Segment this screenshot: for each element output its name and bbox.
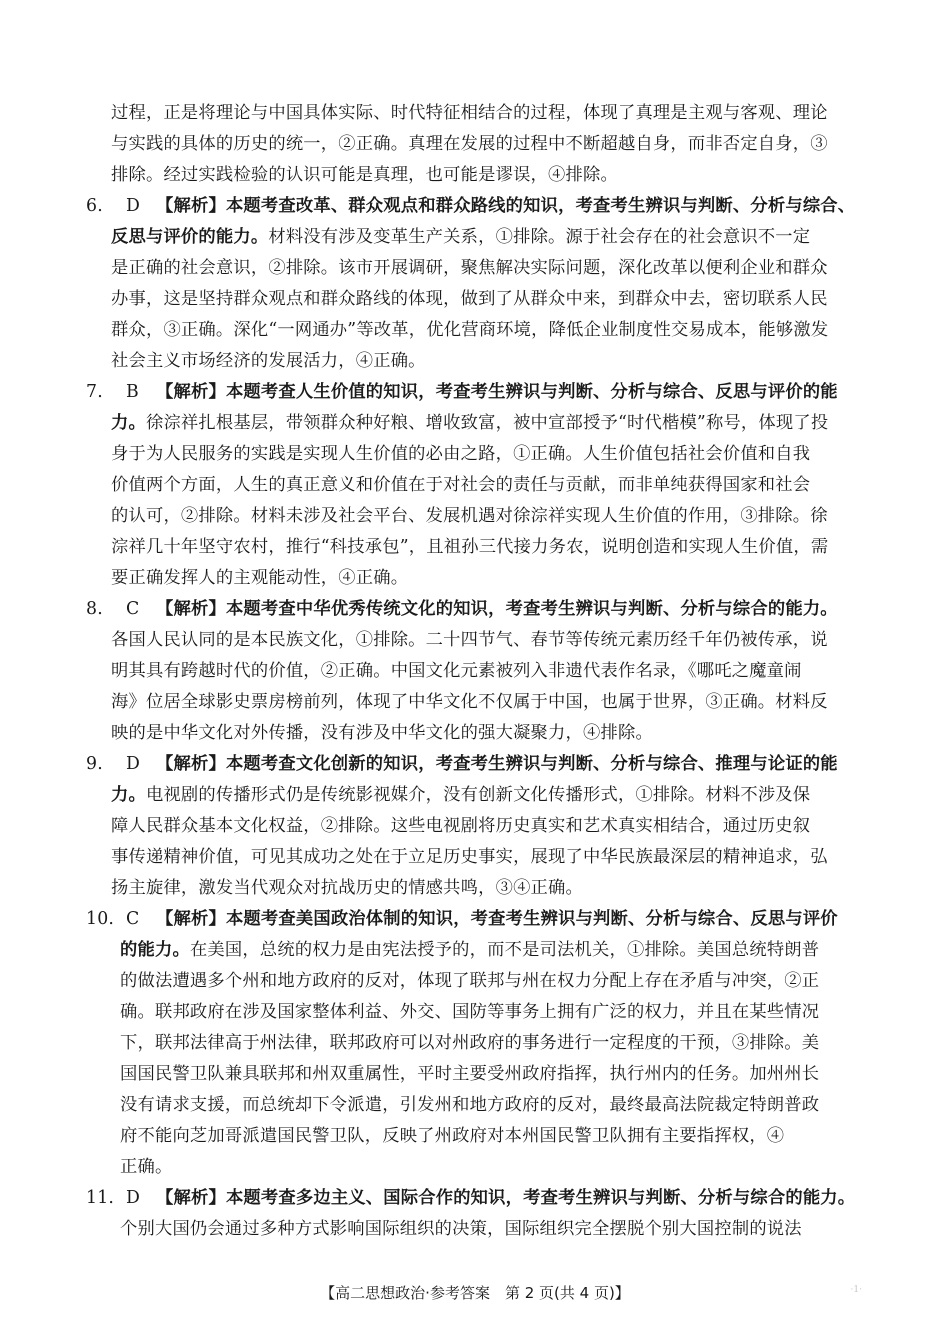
item-intro: 本题考查文化创新的知识，考查考生辨识与判断、分析与综合、推理与论证的能 [225,754,838,774]
item-text: 电视剧的传播形式仍是传统影视媒介，没有创新文化传播形式，①排除。材料不涉及保 [145,785,811,805]
item-6-line: 办事，这是坚持群众观点和群众路线的体现，做到了从群众中来，到群众中去，密切联系人民 [111,289,828,309]
item-9-head [86,754,838,774]
item-intro: 本题考查多边主义、国际合作的知识，考查考生辨识与判断、分析与综合的能力。 [225,1188,856,1208]
item-8-head [86,599,838,619]
item-10-line [120,940,819,960]
item-intro: 本题考查改革、群众观点和群众路线的知识，考查考生辨识与判断、分析与综合、 [225,196,856,216]
analysis-tag: 【解析】 [156,382,226,402]
item-9-line: 障人民群众基本文化权益，②排除。这些电视剧将历史真实和艺术真实相结合，通过历史叙 [111,816,811,836]
analysis-tag: 【解析】 [156,1188,226,1208]
item-answer: C [126,599,140,619]
page-footer: 【高二思想政治·参考答案 第 2 页(共 4 页)】 [320,1284,630,1302]
item-10-line: 正确。 [120,1157,173,1177]
item-10-line: 府不能向芝加哥派遣国民警卫队，反映了州政府对本州国民警卫队拥有主要指挥权，④ [120,1126,785,1146]
item-10-line: 国国民警卫队兼具联邦和州双重属性，平时主要受州政府指挥，执行州内的任务。加州州长 [120,1064,820,1084]
item-9-line: 事传递精神价值，可见其成功之处在于立足历史事实，展现了中华民族最深层的精神追求，弘 [111,847,828,867]
item-7-line: 要正确发挥人的主观能动性，④正确。 [111,568,409,588]
item-answer: B [126,382,139,402]
item-number: 9. [86,754,103,774]
item-8-line: 映的是中华文化对外传播，没有涉及中华文化的强大凝聚力，④排除。 [111,723,653,743]
item-7-line: 的认可，②排除。材料未涉及社会平台、发展机遇对徐淙祥实现人生价值的作用，③排除。徐 [111,506,828,526]
analysis-tag: 【解析】 [156,754,226,774]
item-intro: 本题考查美国政治体制的知识，考查考生辨识与判断、分析与综合、反思与评价 [225,909,838,929]
item-8-line: 明其具有跨越时代的价值，②正确。中国文化元素被列入非遗代表作名录，《哪吒之魔童闹 [111,661,802,681]
analysis-tag: 【解析】 [156,599,226,619]
item-7-head [86,382,838,402]
item-9-line: 扬主旋律，激发当代观众对抗战历史的情感共鸣，③④正确。 [111,878,583,898]
item-text: 材料没有涉及变革生产关系，①排除。源于社会存在的社会意识不一定 [268,227,811,247]
carry-over-line: 排除。经过实践检验的认识可能是真理，也可能是谬误，④排除。 [111,165,618,185]
item-8-line: 海》位居全球影史票房榜前列，体现了中华文化不仅属于中国，也属于世界，③正确。材料反 [111,692,828,712]
item-10-head [86,909,838,929]
item-answer: D [126,754,141,774]
item-number: 6. [86,196,103,216]
item-6-line: 是正确的社会意识，②排除。该市开展调研，聚焦解决实际问题，深化改革以便利企业和群众 [111,258,828,278]
item-intro-cont: 反思与评价的能力。 [111,227,269,247]
item-10-line: 的做法遭遇多个州和地方政府的反对，体现了联邦与州在权力分配上存在矛盾与冲突，②正 [120,971,820,991]
corner-mark: ·1· [850,1285,862,1295]
item-answer: C [126,909,140,929]
item-10-line: 确。联邦政府在涉及国家整体利益、外交、国防等事务上拥有广泛的权力，并且在某些情况 [120,1002,820,1022]
item-number: 11. [86,1188,115,1208]
item-7-line: 身于为人民服务的实践是实现人生价值的必由之路，①正确。人生价值包括社会价值和自我 [111,444,811,464]
item-intro-cont: 的能力。 [120,940,190,960]
item-number: 10. [86,909,115,929]
item-number: 7. [86,382,103,402]
item-6-line [111,227,810,247]
item-6-line: 群众，③正确。深化“一网通办”等改革，优化营商环境，降低企业制度性交易成本，能够激发 [111,320,829,340]
item-11-line [120,1219,802,1239]
item-text: 个别大国仍会通过多种方式影响国际组织的决策，国际组织完全摆脱个别大国控制的说法 [120,1219,802,1239]
item-answer: D [126,196,141,216]
item-7-line: 淙祥几十年坚守农村，推行“科技承包”，且祖孙三代接力务农，说明创造和实现人生价值，需 [111,537,829,557]
item-6-line: 社会主义市场经济的发展活力，④正确。 [111,351,426,371]
item-intro: 本题考查人生价值的知识，考查考生辨识与判断、分析与综合、反思与评价的能 [225,382,838,402]
item-7-line [111,413,828,433]
item-10-line: 没有请求支援，而总统却下令派遣，引发州和地方政府的反对，最终最高法院裁定特朗普政 [120,1095,820,1115]
item-9-line [111,785,810,805]
analysis-tag: 【解析】 [156,196,226,216]
item-10-line: 下，联邦法律高于州法律，联邦政府可以对州政府的事务进行一定程度的干预，③排除。美 [120,1033,820,1053]
item-11-head [86,1188,855,1208]
item-text: 在美国，总统的权力是由宪法授予的，而不是司法机关，①排除。美国总统特朗普 [189,940,820,960]
item-text: 各国人民认同的是本民族文化，①排除。二十四节气、春节等传统元素历经千年仍被传承，说 [111,630,828,650]
item-text: 徐淙祥扎根基层，带领群众种好粮、增收致富，被中宣部授予“时代楷模”称号，体现了投 [145,413,829,433]
item-6-head [86,196,855,216]
analysis-tag: 【解析】 [156,909,226,929]
item-7-line: 价值两个方面，人生的真正意义和价值在于对社会的责任与贡献，而非单纯获得国家和社会 [111,475,811,495]
carry-over-line: 与实践的具体的历史的统一，②正确。真理在发展的过程中不断超越自身，而非否定自身，③ [111,134,828,154]
item-intro: 本题考查中华优秀传统文化的知识，考查考生辨识与判断、分析与综合的能力。 [225,599,838,619]
carry-over-line: 过程，正是将理论与中国具体实际、时代特征相结合的过程，体现了真理是主观与客观、理论 [111,103,828,123]
item-intro-cont: 力。 [111,413,146,433]
item-number: 8. [86,599,103,619]
item-intro-cont: 力。 [111,785,146,805]
item-8-line [111,630,828,650]
item-answer: D [126,1188,141,1208]
